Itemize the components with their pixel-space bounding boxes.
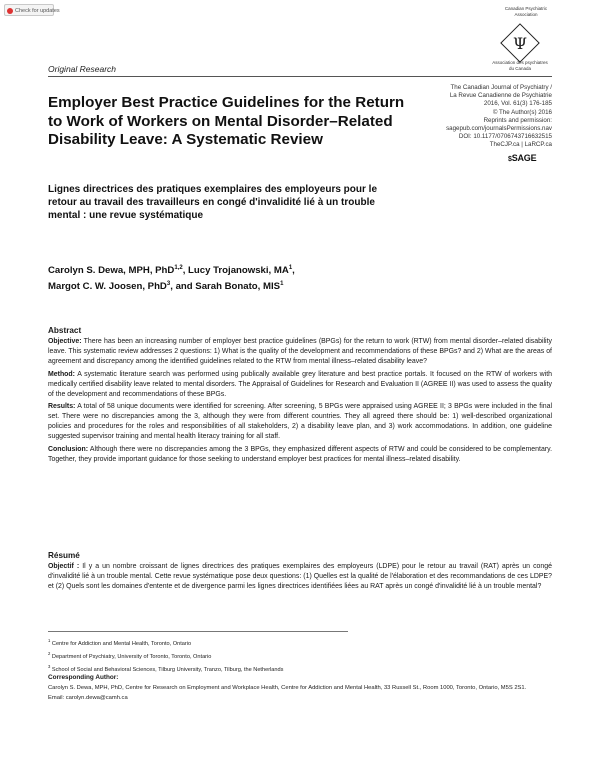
abstract-conclusion [48, 445, 552, 465]
psi-symbol: Ψ [512, 34, 528, 53]
label: Objectif : [48, 563, 80, 570]
corresponding-address: Carolyn S. Dewa, MPH, PhD, Centre for Research on Employment and Workplace Health, Centre for Addiction and Mental Health, 33 Russell St., Room 1000, Toronto, Ontario, M5S 2S1. [48, 685, 527, 691]
label: Objective: [48, 338, 82, 345]
corresponding-heading: Corresponding Author: [48, 674, 119, 681]
label: Results: [48, 403, 76, 411]
footnote [48, 662, 552, 675]
journal-line: © The Author(s) 2016 [492, 108, 552, 116]
resume-heading: Résumé [48, 551, 80, 560]
header-divider [48, 76, 552, 77]
abstract-heading: Abstract [48, 326, 82, 335]
journal-line: The Canadian Journal of Psychiatry / [450, 84, 552, 91]
author-name: Margot C. W. Joosen, PhD [48, 280, 167, 292]
author-name: Carolyn S. Dewa, MPH, PhD [48, 265, 175, 277]
journal-doi[interactable]: DOI: 10.1177/0706743716632515 [458, 133, 552, 141]
section-label: Original Research [48, 64, 117, 74]
footnote-text: Centre for Addiction and Mental Health, Toronto, Ontario [51, 640, 192, 647]
footnote-divider [48, 631, 348, 632]
updates-icon [7, 8, 13, 14]
footnote-num: 2 [48, 651, 51, 657]
text: Il y a un nombre croissant de lignes directrices des pratiques exemplaires des employeurs (LDPE) pour le retour au travail (RAT) après un congé d'invalidité lié à un trouble mental. Cette revue systématique pose deux questions: (1) Quelles est la qualité de l'élaboration et des recommandations de ces LDPE? et (2) Quels sont les domaines d'entente et de divergence parmi les lignes directrices identifiées liées au RAT après un congé d'invalidité lié à un trouble mental? [48, 563, 552, 591]
text: A systematic literature search was performed using publically available grey literature and best practice portals. It focused on the RTW of workers with medically certified disability leave related to mental disorders. The Appraisal of Guidelines for Research and Evaluation II (AGREE II) was used to assess the quality of the development and recommendations of these BPGs. [48, 370, 553, 398]
journal-line: Reprints and permission: [483, 116, 552, 124]
text: Although there were no discrepancies among the 3 BPGs, they emphasized different aspects of RTW and could be considered to be complementary. Together, they provide important guidance for those seeking to understand employer best practices for mental illness–related disability. [48, 445, 552, 463]
label: Method: [48, 370, 75, 378]
author-affil: 1 [288, 265, 293, 271]
abstract-objective [48, 337, 552, 367]
footnotes [48, 636, 552, 675]
sage-logo [508, 153, 536, 163]
label: Conclusion: [48, 445, 89, 453]
author-list: Carolyn S. Dewa, MPH, PhD$^{1,2}$, Lucy Trojanowski, $MA^1$, Margot C. W. Joosen, PhD$^3$, and Sarah Bonato, MIS$^1$ [48, 265, 295, 292]
article-title: Employer Best Practice Guidelines for the Return to Work of Workers on Mental Disorder–Related Disability Leave: A Systematic Review [48, 94, 405, 149]
french-title: Lignes directrices des pratiques exemplaires des employeurs pour le retour au travail des travailleurs en congé d'invalidité lié à un trouble mental : une revue systématique [48, 184, 378, 222]
footnote-text: Department of Psychiatry, University of Toronto, Toronto, Ontario [51, 653, 212, 660]
author-name: Sarah Bonato, MIS [195, 280, 281, 292]
journal-line: La Revue Canadienne de Psychiatrie [449, 92, 552, 100]
footnote-num: 1 [48, 638, 51, 643]
footnote-text: School of Social and Behavioral Sciences, Tilburg University, Tranzo, Tilburg, the Netherlands [51, 666, 284, 673]
publisher-name-fr: Association des psychiatres du Canada [492, 60, 548, 71]
author-name: Lucy Trojanowski, MA [188, 265, 289, 277]
publisher-name-en: Canadian Psychiatric Association [504, 6, 548, 17]
abstract-method [48, 370, 552, 400]
footnote [48, 649, 552, 662]
badge-label: Check for updates [15, 8, 60, 14]
abstract-results [48, 402, 552, 442]
sage-mark-icon: $ [508, 156, 512, 163]
corresponding-email[interactable]: Email: carolyn.dewa@camh.ca [48, 694, 128, 701]
journal-link[interactable]: sagepub.com/journalsPermissions.nav [446, 125, 552, 133]
corresponding-details [48, 684, 552, 703]
footnote [48, 636, 552, 649]
author-affil: 1,2 [174, 265, 183, 271]
footnote-num: 3 [48, 664, 51, 670]
sage-logo-text: SAGE [511, 153, 537, 163]
author-conjunction: and [175, 280, 196, 292]
journal-info [402, 84, 552, 150]
text: A total of 58 unique documents were identified for screening. After screening, 5 BPGs were appraised using AGREE II; 3 BPGs were included in the final set. There were no discrepancies among the 3, although they were from different countries. They all agreed there should be: 1) well-described organizational policies and procedures for the roles and responsibilities of all stakeholders, 2) a disability leave plan, and 3) work accommodations. In addition, one guideline suggested supervisor training and mental health literacy training for all staff. [48, 403, 552, 441]
resume-body [48, 562, 552, 592]
text: There has been an increasing number of employer best practice guidelines (BPGs) for the return to work (RTW) from mental disorder–related disability leave. This systematic review addresses 2 questions: 1) What is the quality of the development and recommendations of these BPGs? and 2) What are the areas of agreement and discrepancy among the identified guidelines related to the RTW from mental illness–related disability leave? [48, 338, 552, 366]
journal-line: 2016, Vol. 61(3) 176-185 [483, 100, 552, 108]
abstract-body [48, 337, 552, 467]
check-for-updates-badge[interactable] [4, 4, 60, 16]
author-affil: 1 [280, 280, 284, 287]
journal-link[interactable]: TheCJP.ca | LaRCP.ca [489, 141, 552, 149]
author-affil: 3 [166, 280, 171, 287]
